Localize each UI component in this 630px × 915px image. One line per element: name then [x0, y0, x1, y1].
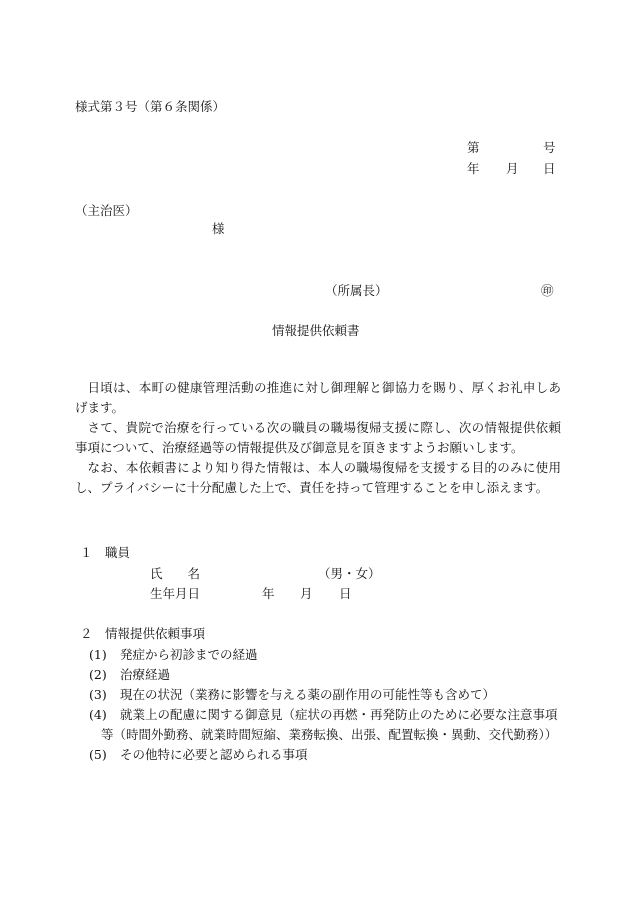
birth-day: 日: [339, 586, 352, 601]
list-item-number: (1): [89, 647, 107, 662]
birth-label: 生年月日: [150, 586, 201, 601]
birth-year: 年: [262, 586, 275, 601]
list-item-text: その他特に必要と認められる事項: [120, 747, 308, 762]
body-paragraph-2: さて、貴院で治療を行っている次の職員の職場復帰支援に際し、次の情報提供依頼事項について、治療経過等の情報提供及び御意見を頂きますようお願いします。: [75, 420, 561, 455]
date-day: 日: [543, 161, 556, 176]
addressee-honorific: 様: [212, 221, 225, 236]
list-item-text: 治療経過: [120, 667, 171, 682]
list-item-continuation: 等（時間外勤務、就業時間短縮、業務転換、出張、配置転換・異動、交代勤務））: [101, 727, 558, 742]
doc-number-prefix: 第: [467, 140, 480, 155]
list-item-text: 現在の状況（業務に影響を与える薬の副作用の可能性等も含めて）: [120, 687, 496, 702]
sender-title: （所属長）: [325, 283, 388, 298]
birth-month: 月: [300, 586, 313, 601]
date-year: 年: [467, 161, 480, 176]
list-item-text: 発症から初診までの経過: [120, 647, 258, 662]
date-month: 月: [506, 161, 519, 176]
list-item-number: (2): [89, 667, 107, 682]
doc-number-suffix: 号: [543, 140, 556, 155]
list-item-number: (3): [89, 687, 107, 702]
list-item-number: (5): [89, 747, 107, 762]
addressee-title: （主治医）: [75, 203, 138, 218]
section-2-heading: ２ 情報提供依頼事項: [80, 626, 206, 641]
doc-title: 情報提供依頼書: [272, 323, 360, 338]
list-item-number: (4): [89, 707, 107, 722]
list-item-text: 就業上の配慮に関する御意見（症状の再燃・再発防止のために必要な注意事項: [120, 707, 558, 722]
body-paragraph-1: 日頃は、本町の健康管理活動の推進に対し御理解と御協力を賜り、厚くお礼申しあげます。: [75, 380, 561, 415]
section-1-heading: １ 職員: [80, 545, 131, 560]
seal-mark: ㊞: [541, 283, 554, 298]
name-label: 氏 名: [150, 566, 201, 581]
form-number: 様式第３号（第６条関係）: [75, 99, 226, 114]
body-paragraph-3: なお、本依頼書により知り得た情報は、本人の職場復帰を支援する目的のみに使用し、プライバシーに十分配慮した上で、責任を持って管理することを申し添えます。: [75, 460, 561, 495]
gender-select: （男・女）: [318, 566, 381, 581]
